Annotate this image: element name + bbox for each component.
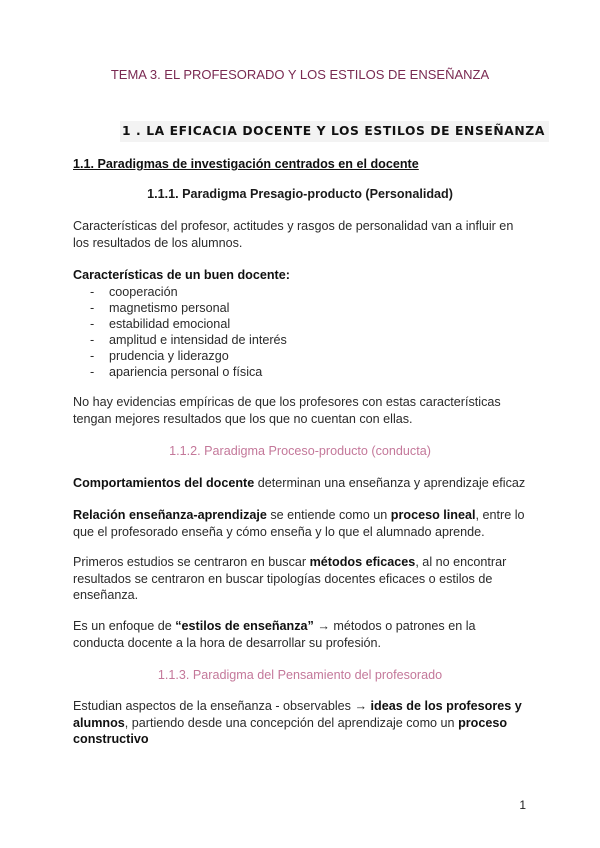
page-number: 1 bbox=[519, 798, 526, 812]
paragraph-text: Estudian aspectos de la enseñanza - observables → bbox=[73, 699, 371, 713]
paradigm2-p2 bbox=[73, 507, 528, 540]
paragraph-text: , partiendo desde una concepción del aprendizaje como un bbox=[124, 715, 459, 730]
paradigm2-p3 bbox=[73, 554, 528, 604]
list-marker: - bbox=[90, 349, 95, 363]
list-item bbox=[90, 332, 287, 348]
paragraph-text: , entre lo que el profesorado enseña y cómo enseña y lo que el alumnado aprende. bbox=[73, 508, 525, 539]
list-marker: - bbox=[90, 317, 95, 331]
list-item-text: prudencia y liderazgo bbox=[109, 349, 229, 363]
bold-term: Comportamientos del docente bbox=[73, 476, 255, 490]
paragraph-text: Es un enfoque de bbox=[73, 619, 176, 633]
list-item bbox=[90, 348, 287, 364]
list-item-text: estabilidad emocional bbox=[109, 317, 231, 331]
paragraph-text: Primeros estudios se centraron en buscar bbox=[73, 555, 310, 569]
list-marker: - bbox=[90, 285, 95, 299]
list-title: Características de un buen docente: bbox=[73, 268, 290, 282]
bold-term: proceso constructivo bbox=[73, 715, 508, 746]
bold-term: ideas de los profesores y alumnos bbox=[73, 699, 522, 730]
list-item bbox=[90, 300, 287, 316]
qualities-list bbox=[90, 284, 287, 380]
document-title: TEMA 3. EL PROFESORADO Y LOS ESTILOS DE ENSEÑANZA bbox=[110, 67, 490, 82]
paradigm3-heading: 1.1.3. Paradigma del Pensamiento del profesorado bbox=[157, 668, 443, 682]
list-item-text: magnetismo personal bbox=[109, 301, 230, 315]
paradigm1-intro: Características del profesor, actitudes y rasgos de personalidad van a influir en los resultados de los alumnos. bbox=[73, 219, 514, 250]
bold-term: Relación enseñanza-aprendizaje bbox=[73, 508, 267, 522]
bold-term: “estilos de enseñanza” bbox=[175, 619, 314, 633]
list-item-text: cooperación bbox=[109, 285, 178, 299]
paragraph-text: , al no encontrar resultados se centraron en buscar tipologías docentes eficaces o estilos de enseñanza. bbox=[73, 555, 507, 602]
bold-term: métodos eficaces bbox=[309, 555, 416, 569]
paradigm3-p1 bbox=[73, 698, 528, 748]
list-item-text: apariencia personal o física bbox=[109, 365, 263, 379]
paragraph-text: se entiende como un bbox=[266, 508, 391, 522]
list-item bbox=[90, 364, 287, 380]
list-marker: - bbox=[90, 301, 95, 315]
list-marker: - bbox=[90, 333, 95, 347]
paragraph-text: → métodos o patrones en la conducta docente a la hora de desarrollar su profesión. bbox=[73, 619, 476, 650]
paradigm2-heading: 1.1.2. Paradigma Proceso-producto (conducta) bbox=[169, 444, 431, 458]
list-item-text: amplitud e intensidad de interés bbox=[109, 333, 287, 347]
paragraph-text: determinan una enseñanza y aprendizaje eficaz bbox=[254, 476, 526, 490]
subsection-heading: 1.1. Paradigmas de investigación centrados en el docente bbox=[73, 157, 419, 171]
section-title: 1 . LA EFICACIA DOCENTE Y LOS ESTILOS DE ENSEÑANZA bbox=[120, 121, 549, 142]
paradigm2-p1 bbox=[73, 475, 528, 492]
paradigm1-conclusion: No hay evidencias empíricas de que los profesores con estas características tengan mejores resultados que los que no cuentan con ellas. bbox=[73, 395, 501, 426]
paradigm2-p4 bbox=[73, 618, 528, 651]
list-marker: - bbox=[90, 365, 95, 379]
bold-term: proceso lineal bbox=[390, 508, 476, 522]
paradigm1-heading: 1.1.1. Paradigma Presagio-producto (Personalidad) bbox=[147, 187, 453, 201]
list-item bbox=[90, 316, 287, 332]
list-item bbox=[90, 284, 287, 300]
